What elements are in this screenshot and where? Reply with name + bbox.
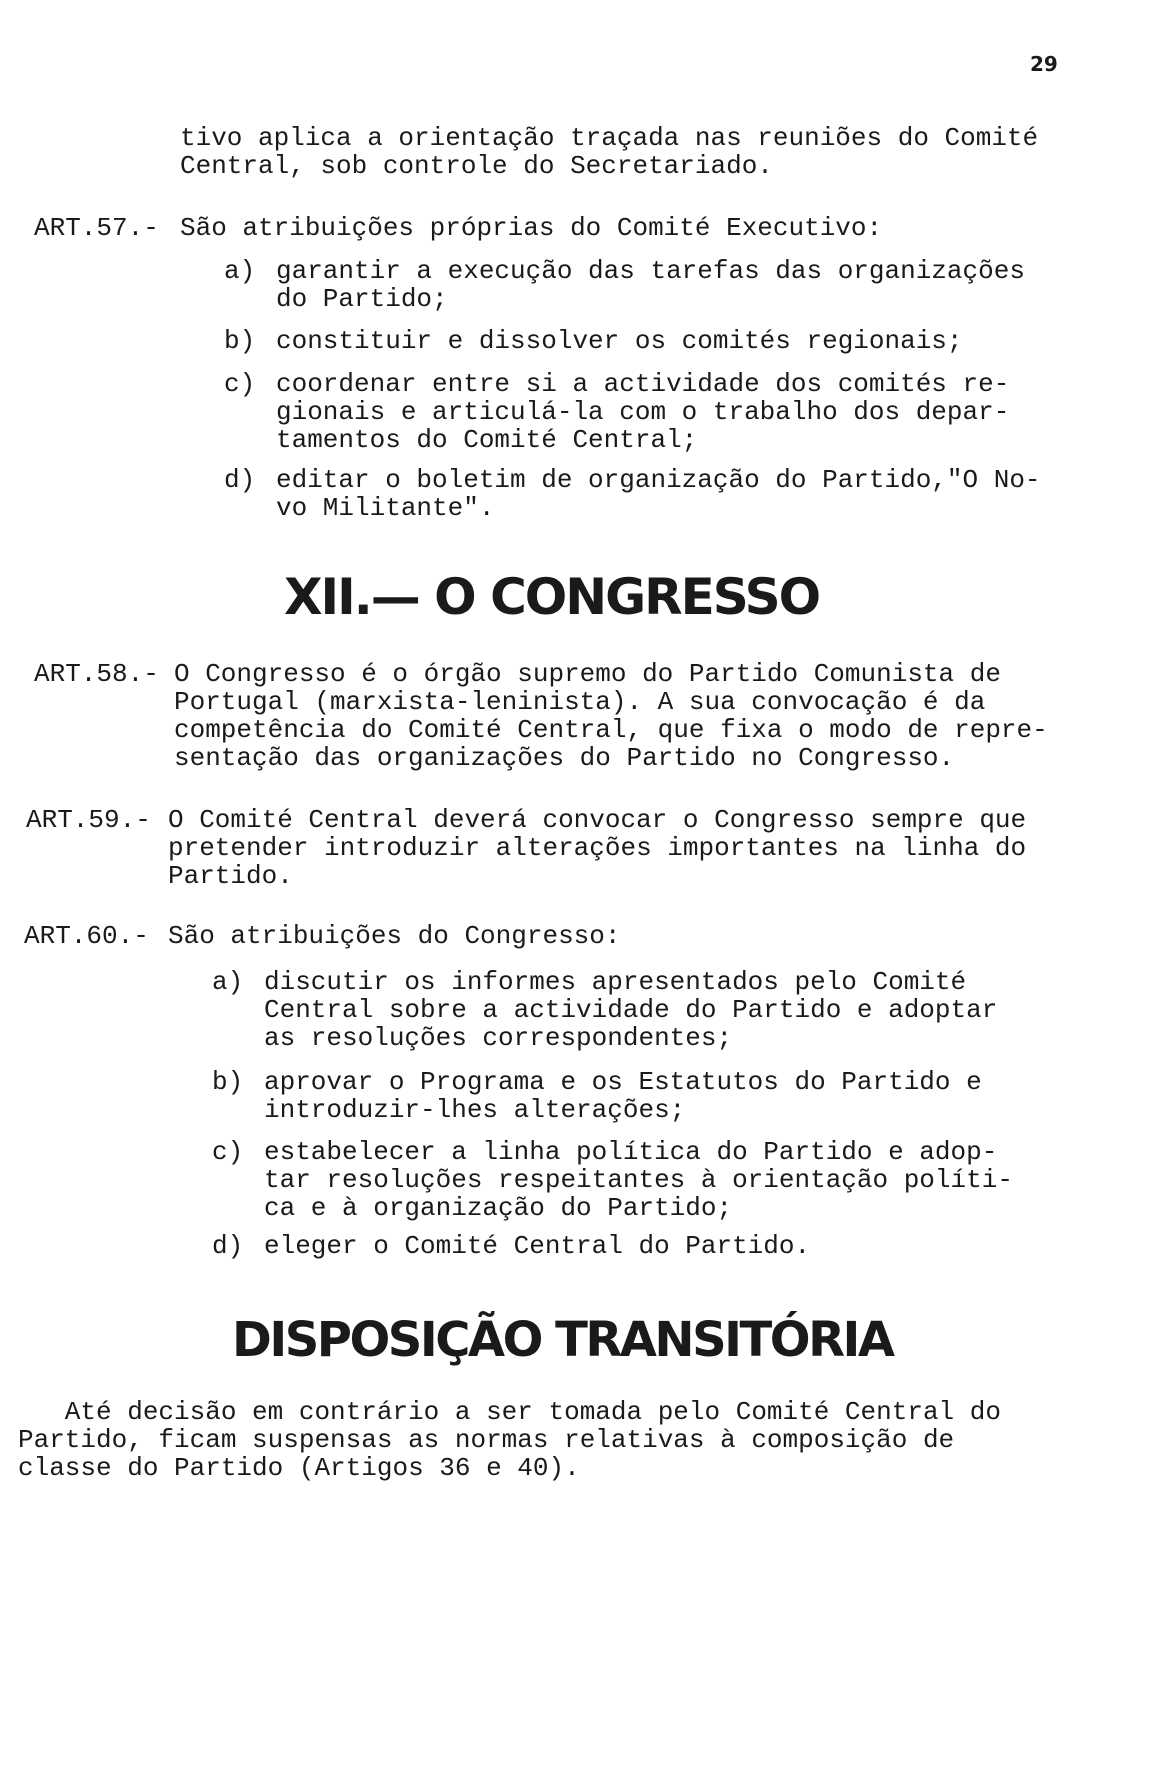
section-heading-congresso: XII.— O CONGRESSO — [284, 568, 820, 626]
closing-paragraph — [18, 1398, 1001, 1482]
article-line: O Comité Central deverá convocar o Congresso sempre que — [168, 805, 1027, 835]
item-line: do Partido; — [276, 284, 448, 314]
article-59-text — [168, 806, 1026, 890]
section-heading-disposicao-transitoria: DISPOSIÇÃO TRANSITÓRIA — [232, 1312, 893, 1368]
article-57-text — [180, 214, 882, 242]
item-line: discutir os informes apresentados pelo Comité — [264, 967, 967, 997]
intro-line: Central, sob controle do Secretariado. — [180, 151, 773, 181]
item-line: introduzir-lhes alterações; — [264, 1095, 686, 1125]
item-line: vo Militante". — [276, 493, 495, 523]
article-60-item-a — [264, 968, 997, 1052]
item-line: estabelecer a linha política do Partido e adop- — [264, 1137, 998, 1167]
item-line: Central sobre a actividade do Partido e adoptar — [264, 995, 998, 1025]
article-59-label: ART.59.- — [26, 805, 151, 835]
item-line: coordenar entre si a actividade dos comités re- — [276, 369, 1010, 399]
item-line: editar o boletim de organização do Partido,"O No- — [276, 465, 1041, 495]
item-line: as resoluções correspondentes; — [264, 1023, 733, 1053]
article-57-item-a-letter: a) — [224, 256, 256, 286]
article-57-item-c-letter: c) — [224, 369, 256, 399]
closing-line: Até decisão em contrário a ser tomada pelo Comité Central do — [18, 1397, 1001, 1427]
intro-paragraph — [180, 124, 1038, 180]
article-60-item-b — [264, 1068, 982, 1124]
article-57-item-a — [276, 257, 1025, 313]
article-57-item-c — [276, 370, 1009, 454]
article-60-item-c — [264, 1138, 1013, 1222]
item-line: constituir e dissolver os comités regionais; — [276, 326, 963, 356]
article-line: Partido. — [168, 861, 293, 891]
article-57-item-d — [276, 466, 1041, 522]
article-60-item-d-letter: d) — [212, 1231, 244, 1261]
item-line: aprovar o Programa e os Estatutos do Partido e — [264, 1067, 982, 1097]
article-60-item-d — [264, 1232, 810, 1260]
article-58-text — [174, 660, 1048, 772]
item-line: gionais e articulá-la com o trabalho dos depar- — [276, 397, 1010, 427]
article-57-item-b — [276, 327, 963, 355]
item-line: ca e à organização do Partido; — [264, 1193, 733, 1223]
item-line: eleger o Comité Central do Partido. — [264, 1231, 811, 1261]
article-60-label: ART.60.- — [24, 921, 149, 951]
article-line: sentação das organizações do Partido no Congresso. — [174, 743, 955, 773]
intro-line: tivo aplica a orientação traçada nas reuniões do Comité — [180, 123, 1039, 153]
item-line: tar resoluções respeitantes à orientação políti- — [264, 1165, 1013, 1195]
article-57-label: ART.57.- — [34, 213, 159, 243]
article-60-intro: São atribuições do Congresso: — [168, 921, 621, 951]
article-57-intro: São atribuições próprias do Comité Executivo: — [180, 213, 883, 243]
item-line: tamentos do Comité Central; — [276, 425, 698, 455]
article-60-item-c-letter: c) — [212, 1137, 244, 1167]
article-line: competência do Comité Central, que fixa o modo de repre- — [174, 715, 1048, 745]
article-60-item-b-letter: b) — [212, 1067, 244, 1097]
closing-line: classe do Partido (Artigos 36 e 40). — [18, 1453, 580, 1483]
article-58-label: ART.58.- — [34, 659, 159, 689]
article-60-text — [168, 922, 620, 950]
article-line: pretender introduzir alterações importantes na linha do — [168, 833, 1027, 863]
article-line: O Congresso é o órgão supremo do Partido Comunista de — [174, 659, 1001, 689]
item-line: garantir a execução das tarefas das organizações — [276, 256, 1025, 286]
closing-line: Partido, ficam suspensas as normas relativas à composição de — [18, 1425, 955, 1455]
article-57-item-b-letter: b) — [224, 326, 256, 356]
article-line: Portugal (marxista-leninista). A sua convocação é da — [174, 687, 986, 717]
article-57-item-d-letter: d) — [224, 465, 256, 495]
page-number: 29 — [1030, 52, 1058, 76]
article-60-item-a-letter: a) — [212, 967, 244, 997]
